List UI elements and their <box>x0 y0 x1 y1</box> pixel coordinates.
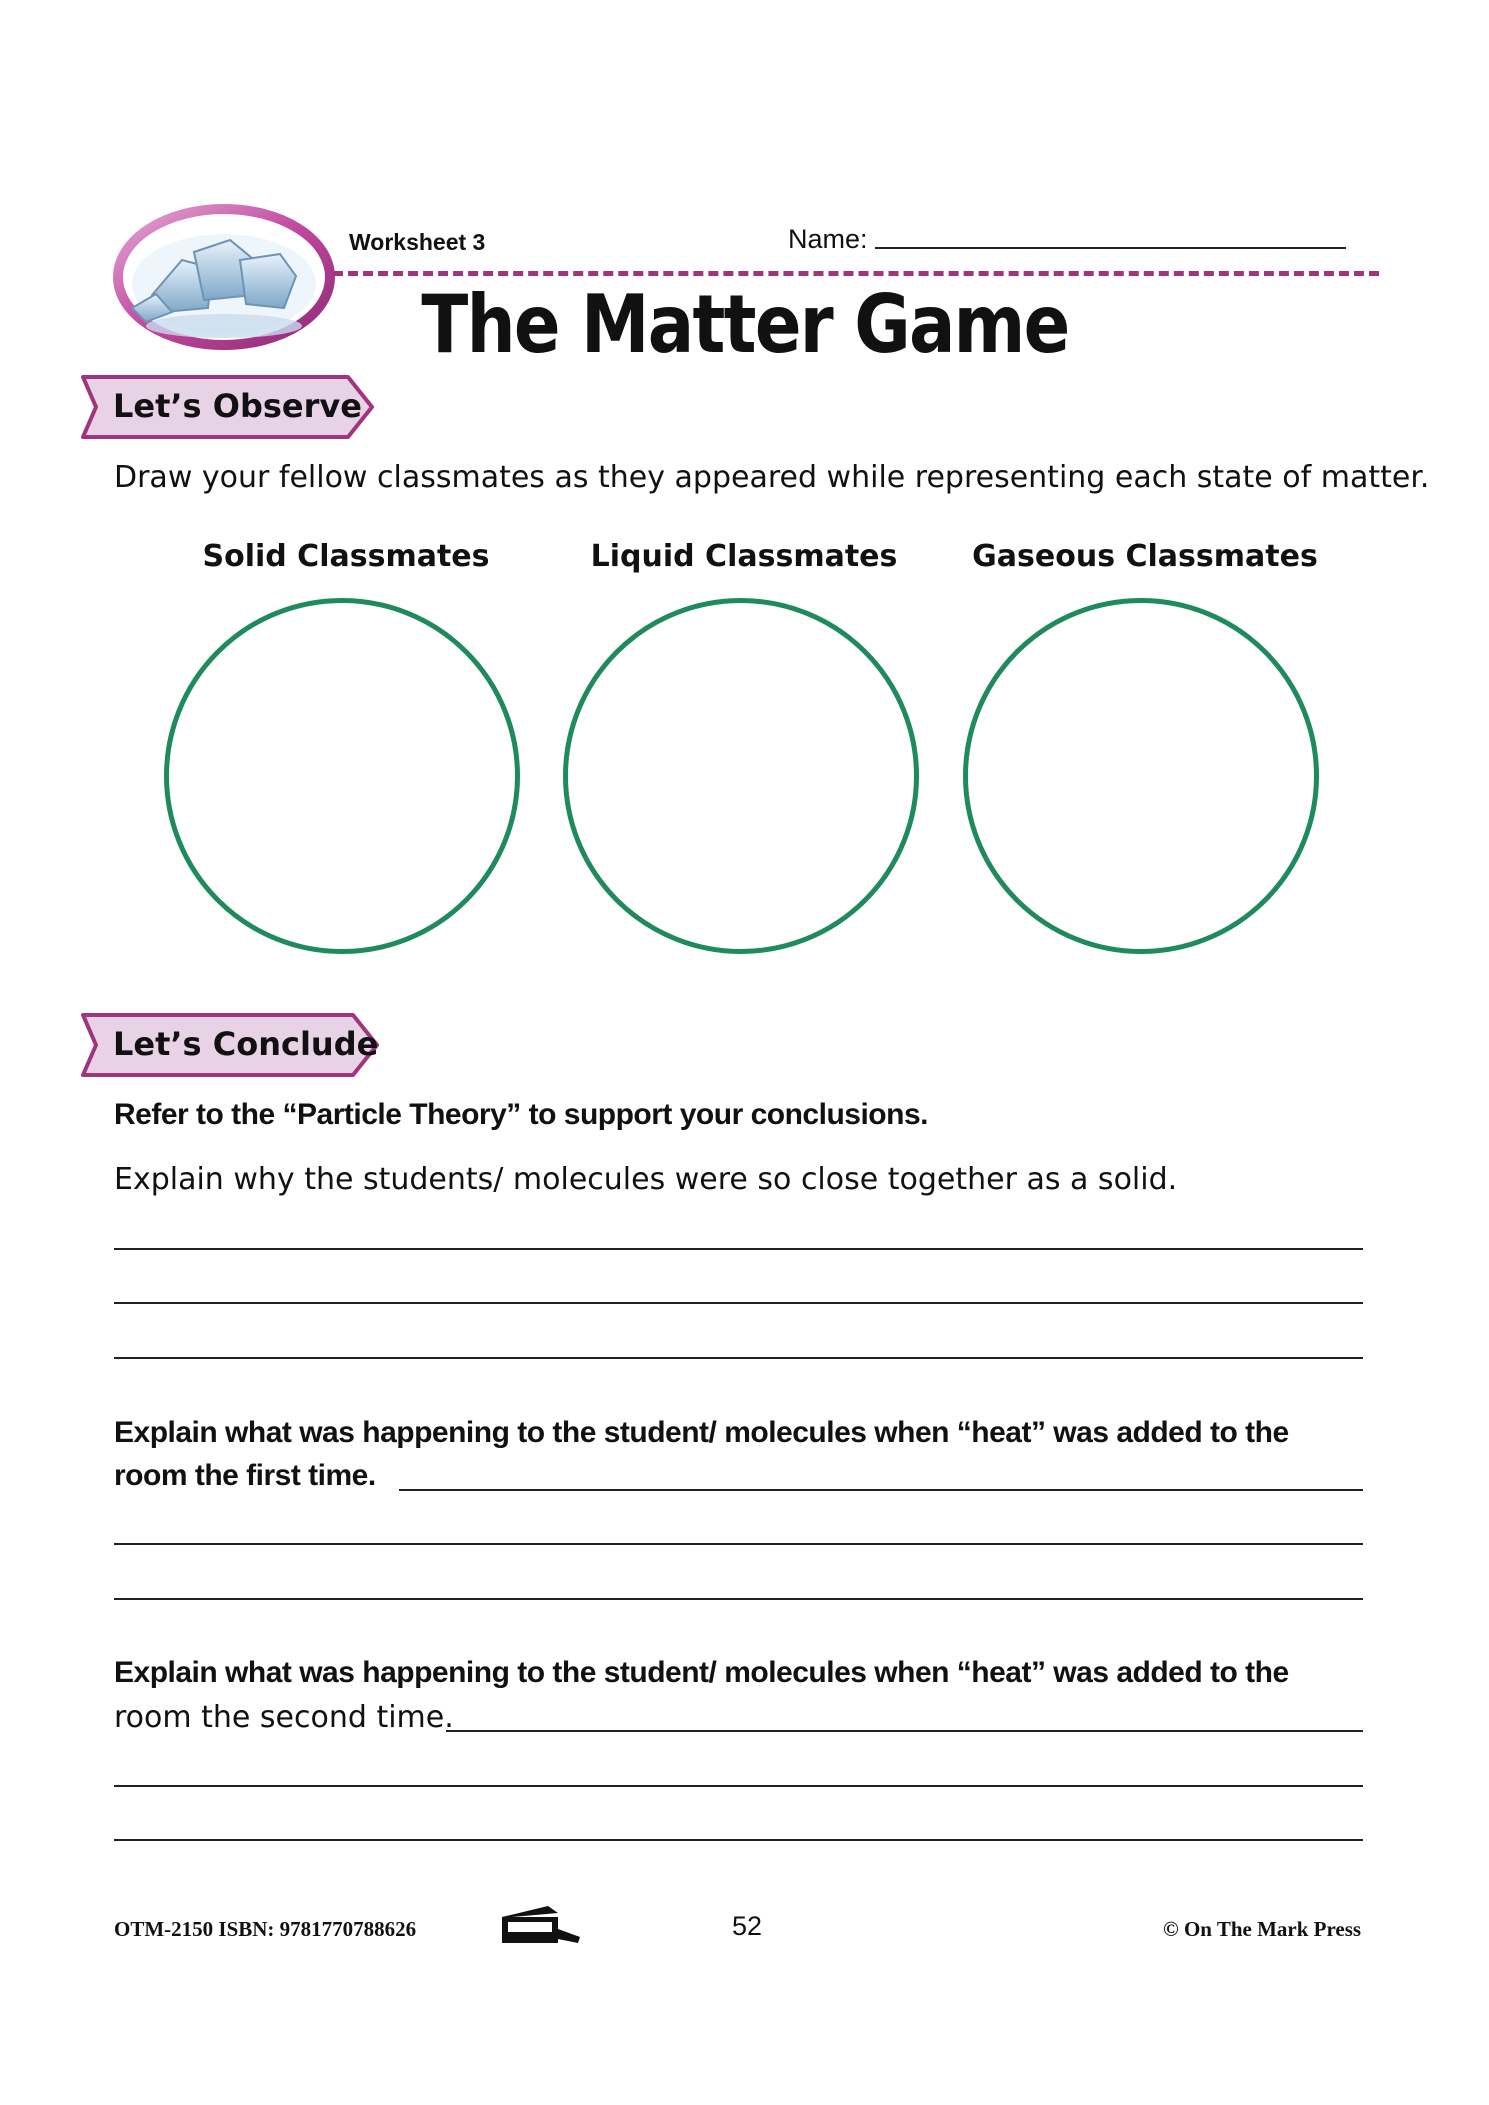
footer-code-isbn: OTM-2150 ISBN: 9781770788626 <box>114 1917 417 1941</box>
answer-line[interactable] <box>399 1489 1363 1491</box>
page-title: The Matter Game <box>421 278 1069 371</box>
section-tab-label: Let’s Observe <box>113 387 362 425</box>
answer-line[interactable] <box>114 1357 1363 1359</box>
header-dashed-rule <box>333 271 1379 276</box>
section-tab-label: Let’s Conclude <box>113 1025 379 1063</box>
section-tab-observe <box>80 374 375 440</box>
answer-line[interactable] <box>114 1543 1363 1545</box>
answer-line[interactable] <box>114 1302 1363 1304</box>
liquid-drawing-circle[interactable] <box>563 598 919 954</box>
solid-drawing-circle[interactable] <box>164 598 520 954</box>
photocopier-icon <box>498 1903 584 1947</box>
question-1: Explain why the students/ molecules were so close together as a solid. <box>114 1162 1178 1197</box>
conclude-subheading: Refer to the “Particle Theory” to support your conclusions. <box>114 1098 928 1131</box>
observe-instruction: Draw your fellow classmates as they appeared while representing each state of matter. <box>114 460 1430 495</box>
footer-copyright: © On The Mark Press <box>1163 1917 1362 1941</box>
answer-line[interactable] <box>114 1248 1363 1250</box>
answer-line[interactable] <box>114 1785 1363 1787</box>
answer-line[interactable] <box>114 1598 1363 1600</box>
answer-line[interactable] <box>446 1730 1363 1732</box>
gaseous-drawing-circle[interactable] <box>963 598 1319 954</box>
question-2-line-2: room the first time. <box>114 1459 376 1492</box>
page-number: 52 <box>732 1911 763 1941</box>
worksheet-label: Worksheet 3 <box>349 229 486 255</box>
question-2-line-1: Explain what was happening to the student/ molecules when “heat” was added to the <box>114 1416 1289 1449</box>
name-label: Name: <box>788 224 868 254</box>
ice-cubes-logo <box>112 200 337 355</box>
column-heading-gaseous: Gaseous Classmates <box>972 539 1318 574</box>
column-heading-liquid: Liquid Classmates <box>590 539 898 574</box>
answer-line[interactable] <box>114 1839 1363 1841</box>
question-3-line-2: room the second time. <box>114 1700 454 1735</box>
question-3-line-1: Explain what was happening to the student/ molecules when “heat” was added to the <box>114 1656 1289 1689</box>
column-heading-solid: Solid Classmates <box>202 539 490 574</box>
name-field-line[interactable] <box>875 247 1346 249</box>
section-tab-conclude <box>80 1012 380 1078</box>
